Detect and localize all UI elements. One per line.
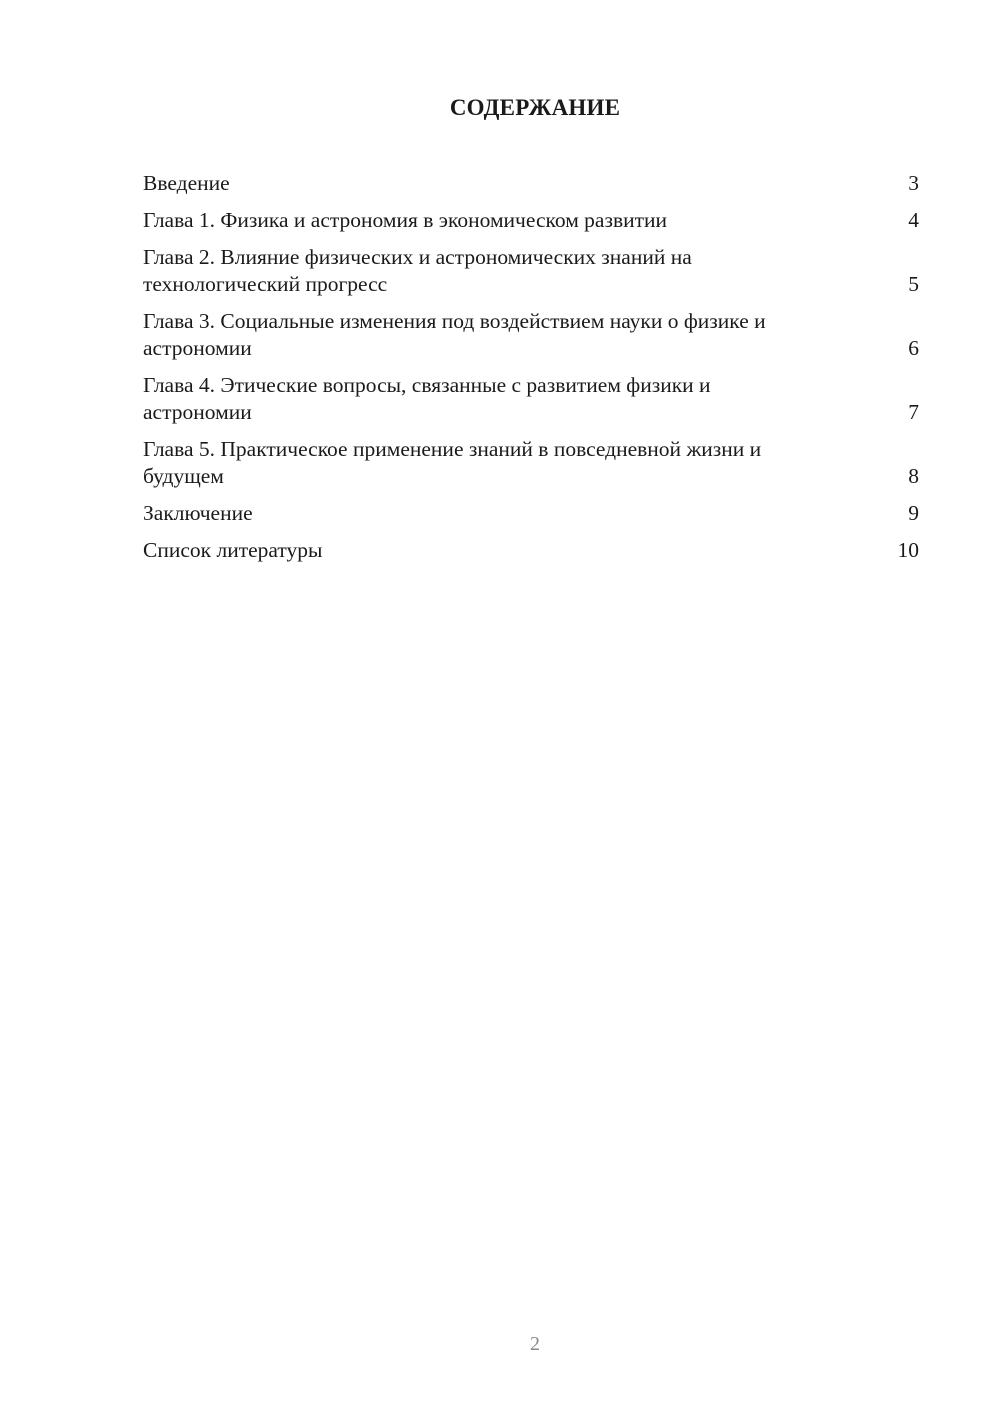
toc-entry-title: Глава 1. Физика и астрономия в экономическом развитии — [143, 208, 668, 232]
page-number: 2 — [530, 1333, 540, 1355]
toc-entry-page: 8 — [908, 464, 919, 488]
toc-entry-chapter-2[interactable] — [143, 244, 919, 298]
toc-entry-title: Заключение — [143, 501, 253, 525]
toc-entry-chapter-1[interactable] — [143, 207, 919, 234]
toc-entry-chapter-4[interactable] — [143, 372, 919, 426]
toc-heading: СОДЕРЖАНИЕ — [449, 95, 621, 120]
toc-entry-page: 3 — [908, 171, 919, 195]
toc-entry-title: Глава 3. Социальные изменения под воздействием науки о физике и астрономии — [143, 309, 766, 360]
toc-entry-conclusion[interactable] — [143, 500, 919, 527]
toc-entry-page: 4 — [908, 208, 919, 232]
toc-entry-title: Глава 2. Влияние физических и астрономических знаний на технологический прогресс — [143, 245, 692, 296]
toc-entry-page: 7 — [908, 400, 919, 424]
toc-entry-page: 6 — [908, 336, 919, 360]
toc-entry-bibliography[interactable] — [143, 537, 919, 564]
table-of-contents — [143, 170, 919, 574]
toc-entry-chapter-5[interactable] — [143, 436, 919, 490]
toc-entry-page: 9 — [908, 501, 919, 525]
toc-entry-page: 5 — [908, 272, 919, 296]
toc-entry-introduction[interactable] — [143, 170, 919, 197]
toc-entry-title: Список литературы — [143, 538, 323, 562]
toc-entry-title: Глава 5. Практическое применение знаний в повседневной жизни и будущем — [143, 437, 762, 488]
toc-entry-page: 10 — [897, 538, 919, 562]
toc-entry-title: Глава 4. Этические вопросы, связанные с развитием физики и астрономии — [143, 373, 711, 424]
toc-entry-title: Введение — [143, 171, 230, 195]
toc-entry-chapter-3[interactable] — [143, 308, 919, 362]
